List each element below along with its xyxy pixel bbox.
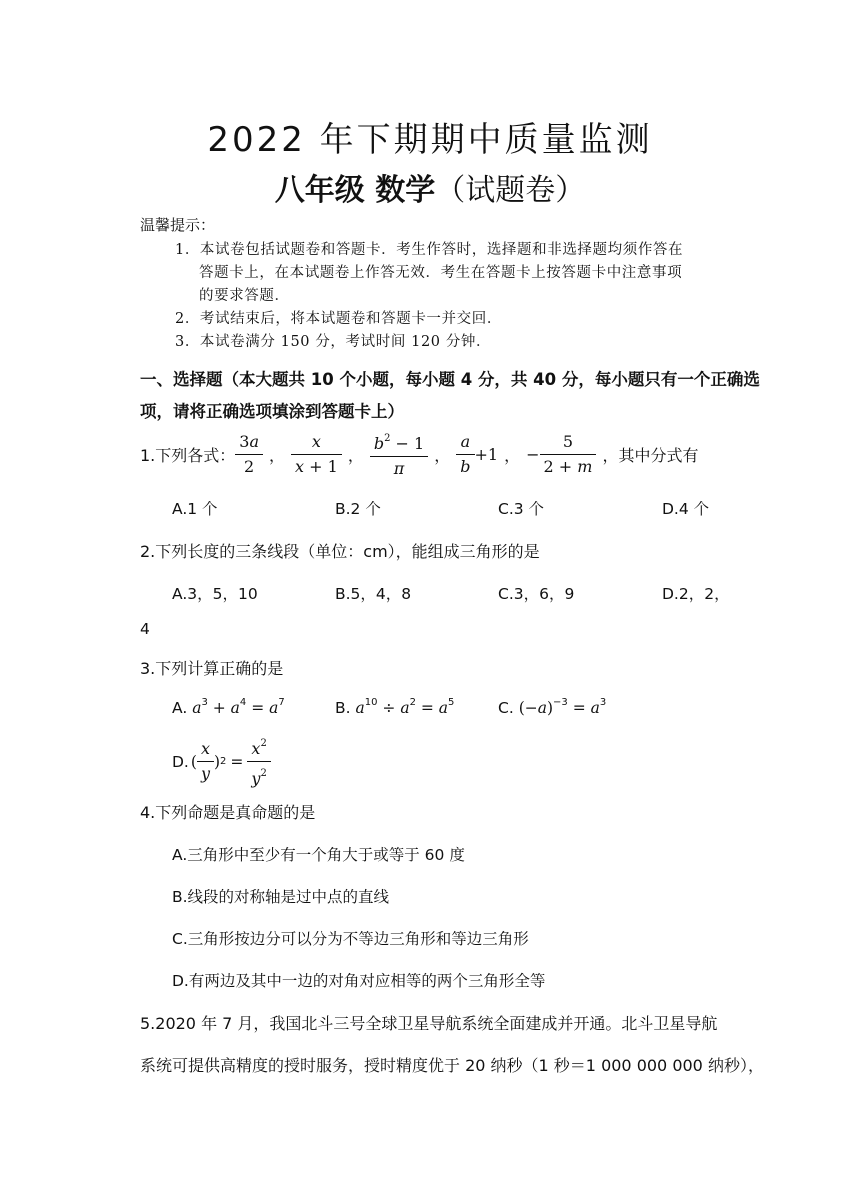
- fraction-a-over-b: $\frac{a}{b}$: [456, 433, 474, 476]
- tip-line-2: 2．考试结束后，将本试题卷和答题卡一并交回．: [175, 311, 502, 327]
- question-5-line-1: 5.2020 年 7 月，我国北斗三号全球卫星导航系统全面建成并开通。北斗卫星导航: [140, 1014, 718, 1033]
- section1-heading-line2: 项，请将正确选项填涂到答题卡上）: [140, 402, 404, 421]
- fraction-x-over-x-plus-1: $\frac{x}{x + 1}$: [291, 433, 342, 476]
- q1-suffix: ，其中分式有: [602, 445, 699, 465]
- tip-line-1c: 的要求答题．: [199, 288, 290, 304]
- q2-option-b: B.5，4，8: [335, 585, 412, 603]
- question-1-stem: 1.下列各式： $\frac{3a}{2}$ ， $\frac{x}{x + 1}$ ， $\frac{b^2 - 1}{\pi}$ ， $\frac{a}{b}$ +1 ， − $\frac{5}{2 + m}$ ，其中分式有: [140, 431, 699, 478]
- tips-heading: 温馨提示：: [140, 216, 216, 234]
- tip-line-1b: 答题卡上，在本试题卷上作答无效．考生在答题卡上按答题卡中注意事项: [199, 265, 683, 281]
- q2-option-a: A.3，5，10: [172, 585, 258, 603]
- question-4-stem: 4.下列命题是真命题的是: [140, 803, 316, 822]
- tip-line-3: 3．本试卷满分 150 分，考试时间 120 分钟．: [175, 334, 492, 350]
- q2-option-c: C.3，6，9: [498, 585, 575, 603]
- q1-prefix: 1.下列各式：: [140, 445, 236, 465]
- q2-option-d-wrap: 4: [140, 620, 150, 638]
- question-3-stem: 3.下列计算正确的是: [140, 659, 284, 678]
- question-2-stem: 2.下列长度的三条线段（单位：cm），能组成三角形的是: [140, 542, 540, 561]
- q3-option-d: D. ( $\frac{x}{y}$ ) 2 = $\frac{x^2}{y^2}$: [172, 735, 271, 788]
- q3-option-a: A. $a^3 + a^4 = a^7$: [172, 697, 285, 717]
- exam-subtitle: [0, 165, 860, 209]
- q1-option-a: A.1 个: [172, 500, 218, 518]
- q3-option-c: C. $(-a)^{-3} = a^3$: [498, 697, 607, 717]
- q4-option-c: C.三角形按边分可以分为不等边三角形和等边三角形: [172, 930, 529, 948]
- fraction-3a-over-2: $\frac{3a}{2}$: [235, 433, 263, 476]
- section1-heading-line1: 一、选择题（本大题共 10 个小题，每小题 4 分，共 40 分，每小题只有一个正确选: [140, 370, 760, 389]
- fraction-x2-over-y2: $\frac{x^2}{y^2}$: [247, 735, 270, 788]
- question-5-line-2: 系统可提供高精度的授时服务，授时精度优于 20 纳秒（1 秒＝1 000 000 000 纳秒），: [140, 1056, 764, 1075]
- q3-option-b: B. $a^{10} \div a^2 = a^5$: [335, 697, 455, 717]
- exam-title: 2022 年下期期中质量监测: [207, 120, 653, 160]
- subtitle-main: 八年级 数学: [274, 173, 436, 208]
- q4-option-b: B.线段的对称轴是过中点的直线: [172, 888, 390, 906]
- fraction-5-over-2-plus-m: $\frac{5}{2 + m}$: [540, 433, 597, 476]
- fraction-x-over-y: $\frac{x}{y}$: [197, 740, 214, 783]
- subtitle-paren: （试题卷）: [435, 173, 586, 208]
- q4-option-d: D.有两边及其中一边的对角对应相等的两个三角形全等: [172, 972, 546, 990]
- q1-option-b: B.2 个: [335, 500, 381, 518]
- fraction-b2-minus-1-over-pi: $\frac{b^2 - 1}{\pi}$: [370, 430, 428, 478]
- q1-option-d: D.4 个: [662, 500, 710, 518]
- q2-option-d: D.2，2，: [662, 585, 730, 603]
- q4-option-a: A.三角形中至少有一个角大于或等于 60 度: [172, 846, 465, 864]
- q1-option-c: C.3 个: [498, 500, 545, 518]
- tip-line-1a: 1．本试卷包括试题卷和答题卡．考生作答时，选择题和非选择题均须作答在: [175, 242, 684, 258]
